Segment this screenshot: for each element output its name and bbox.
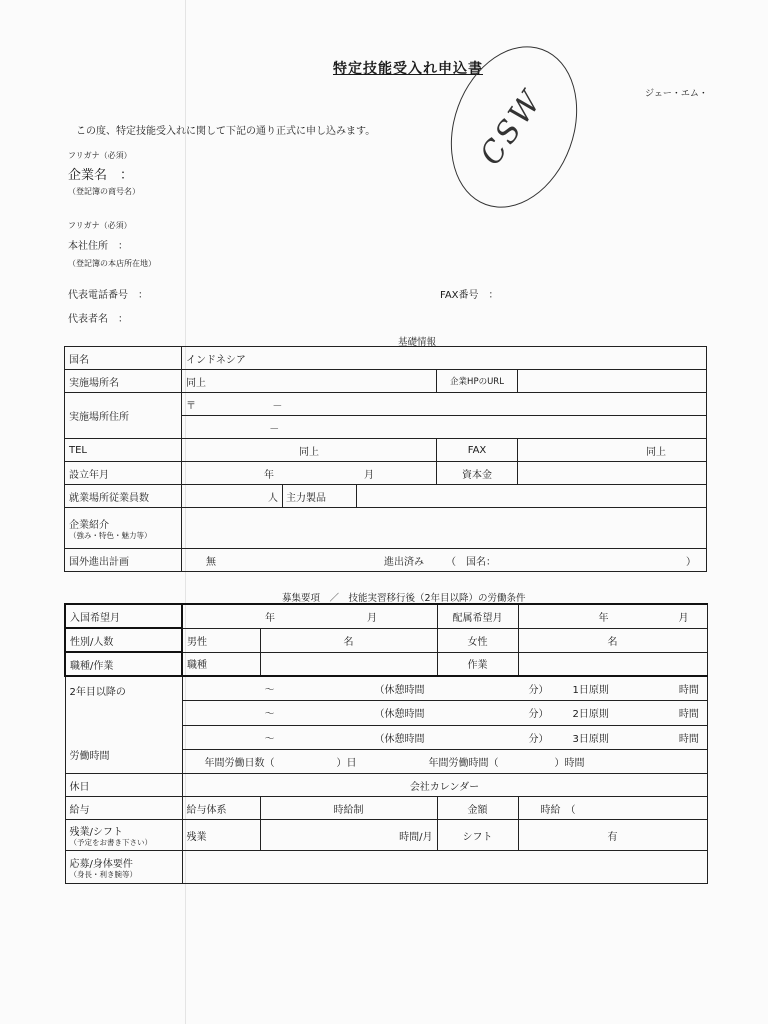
shift-1-tilde: ～ <box>264 685 275 697</box>
female-count[interactable] <box>518 628 707 652</box>
gender-count-label: 性別/人数 <box>65 628 182 652</box>
fax-number-label: FAX番号 ： <box>440 290 499 301</box>
table-row <box>65 628 707 652</box>
overtime-value[interactable] <box>260 820 437 851</box>
employees-unit: 人 <box>268 492 278 504</box>
shift-2-tilde: ～ <box>264 709 275 721</box>
table-row <box>65 439 707 462</box>
table-row <box>65 393 707 416</box>
overseas-plan-label: 国外進出計画 <box>65 549 182 572</box>
founded-label: 設立年月 <box>65 462 182 485</box>
assign-month-unit: 月 <box>678 612 689 624</box>
employees-label: 就業場所従業員数 <box>65 485 182 508</box>
employees-product-cell <box>182 485 707 508</box>
address-dash: － <box>269 423 280 435</box>
female-label: 女性 <box>437 628 518 652</box>
shift-1-break: （休憩時間 <box>374 685 425 697</box>
postal-dash: － <box>272 400 283 412</box>
shift-1-minutes: 分） <box>528 685 549 697</box>
company-intro-note: （強み・特色・魅力等） <box>69 530 152 540</box>
requirements-note: （身長・利き腕等） <box>69 869 137 879</box>
table-row <box>65 774 707 797</box>
site-address-line2[interactable] <box>182 416 707 439</box>
shift-label: シフト <box>437 820 518 851</box>
shift-1-hours: 時間 <box>678 685 699 697</box>
salary-system-label: 給与体系 <box>182 797 260 820</box>
male-count[interactable] <box>260 628 437 652</box>
work-value[interactable] <box>518 652 707 676</box>
amount-value[interactable] <box>518 797 707 820</box>
site-address-line1[interactable] <box>182 393 707 416</box>
handwritten-stamp-text: CSW <box>473 83 550 172</box>
requirements-title: 応募/身体要件 <box>69 858 133 870</box>
product-label: 主力製品 <box>283 485 357 507</box>
site-name-value[interactable]: 同上 <box>182 370 437 393</box>
annual-days-label: 年間労働日数（ <box>204 757 275 769</box>
overseas-none: 無 <box>206 556 216 568</box>
shift-3-tilde: ～ <box>264 733 275 745</box>
working-hours-label <box>65 676 182 774</box>
assign-year-unit: 年 <box>598 612 609 624</box>
country-label: 国名 <box>65 347 182 370</box>
employees-product-subtable <box>182 485 706 507</box>
shift-3-rule: 3日原則 <box>572 733 609 745</box>
entry-year-unit: 年 <box>265 612 275 624</box>
salary-system-value[interactable]: 時給制 <box>260 797 437 820</box>
holiday-value[interactable]: 会社カレンダー <box>182 774 707 797</box>
representative-name-label: 代表者名 ： <box>68 314 128 325</box>
amount-value-text: 時給 （ <box>540 804 576 816</box>
overtime-shift-label <box>65 820 182 851</box>
tel-value[interactable]: 同上 <box>182 439 437 462</box>
capital-value[interactable] <box>518 462 707 485</box>
overtime-label: 残業 <box>182 820 260 851</box>
basic-info-heading: 基礎情報 <box>398 337 437 348</box>
shift-1-row[interactable] <box>182 676 707 701</box>
recruit-heading: 募集要項 ／ 技能実習移行後（2年目以降）の労働条件 <box>282 593 526 604</box>
table-row <box>65 549 707 572</box>
shift-3-minutes: 分） <box>528 733 549 745</box>
shift-3-break: （休憩時間 <box>374 733 425 745</box>
entry-month-value[interactable] <box>182 604 437 628</box>
furigana-required-1: フリガナ（必須） <box>68 151 132 160</box>
overseas-country-close: ） <box>686 556 696 568</box>
capital-label: 資本金 <box>437 462 518 485</box>
shift-value[interactable]: 有 <box>518 820 707 851</box>
table-row <box>65 370 707 393</box>
company-intro-title: 企業紹介 <box>69 519 109 531</box>
hp-url-value[interactable] <box>518 370 707 393</box>
table-row <box>65 462 707 485</box>
table-row <box>65 820 707 851</box>
fax-value[interactable]: 同上 <box>518 439 707 462</box>
requirements-value[interactable] <box>182 851 707 884</box>
employees-value[interactable] <box>182 485 283 507</box>
shift-2-break: （休憩時間 <box>374 709 425 721</box>
phone-number-label: 代表電話番号 ： <box>68 290 148 301</box>
assign-month-value[interactable] <box>518 604 707 628</box>
document-title: 特定技能受入れ申込書 <box>333 61 483 77</box>
site-name-label: 実施場所名 <box>65 370 182 393</box>
shift-3-hours: 時間 <box>678 733 699 745</box>
shift-3-row[interactable] <box>182 725 707 749</box>
male-label: 男性 <box>182 628 260 652</box>
overtime-shift-note: （予定をお書き下さい） <box>69 837 152 847</box>
holiday-label: 休日 <box>65 774 182 797</box>
work-label: 作業 <box>437 652 518 676</box>
shift-2-minutes: 分） <box>528 709 549 721</box>
overtime-unit: 時間/月 <box>399 831 433 843</box>
head-office-address-label: 本社住所 ： <box>68 241 128 252</box>
shift-2-row[interactable] <box>182 701 707 725</box>
table-row <box>65 851 707 884</box>
working-hours-label-1: 2年目以降の <box>69 687 126 698</box>
annual-row[interactable] <box>182 749 707 773</box>
table-row <box>65 347 707 370</box>
table-row <box>65 604 707 628</box>
basic-info-table <box>64 346 707 572</box>
company-name-label: 企業名 ： <box>68 168 134 183</box>
table-row <box>65 508 707 549</box>
overseas-country-open: （ 国名： <box>446 556 496 568</box>
table-row <box>65 485 707 508</box>
annual-days-end: ）日 <box>336 757 357 769</box>
male-count-unit: 名 <box>343 636 354 648</box>
amount-label: 金額 <box>437 797 518 820</box>
annual-hours-end: ）時間 <box>554 757 585 769</box>
annual-hours-label: 年間労働時間（ <box>428 757 499 769</box>
company-intro-label <box>65 508 182 549</box>
fax-label: FAX <box>437 439 518 462</box>
site-address-label: 実施場所住所 <box>65 393 182 439</box>
overtime-shift-title: 残業/シフト <box>69 826 123 838</box>
country-value[interactable]: インドネシア <box>182 347 707 370</box>
product-value[interactable] <box>357 485 707 507</box>
company-name-note: （登記簿の商号名） <box>68 187 140 196</box>
assign-month-label: 配属希望月 <box>437 604 518 628</box>
entry-month-unit: 月 <box>367 612 377 624</box>
job-work-label: 職種/作業 <box>65 652 182 676</box>
tel-label: TEL <box>65 439 182 462</box>
shift-1-rule: 1日原則 <box>572 685 609 697</box>
head-office-address-note: （登記簿の本店所在地） <box>68 259 156 268</box>
working-hours-label-2: 労働時間 <box>69 751 110 762</box>
corner-company-text: ジェー・エム・ <box>645 89 708 99</box>
shift-2-hours: 時間 <box>678 709 699 721</box>
overseas-plan-value[interactable] <box>182 549 707 572</box>
entry-month-label: 入国希望月 <box>65 604 182 628</box>
table-row <box>65 676 707 701</box>
requirements-label <box>65 851 182 884</box>
furigana-required-2: フリガナ（必須） <box>68 221 132 230</box>
job-type-value[interactable] <box>260 652 437 676</box>
hp-url-label: 企業HPのURL <box>437 370 518 393</box>
company-intro-value[interactable] <box>182 508 707 549</box>
recruit-table <box>64 603 708 884</box>
salary-label: 給与 <box>65 797 182 820</box>
shift-2-rule: 2日原則 <box>572 709 609 721</box>
table-row <box>65 652 707 676</box>
overseas-done: 進出済み <box>384 556 424 568</box>
table-row <box>65 797 707 820</box>
founded-month-unit: 月 <box>364 469 374 481</box>
female-count-unit: 名 <box>607 636 618 648</box>
founded-value[interactable] <box>182 462 437 485</box>
founded-year-unit: 年 <box>264 469 274 481</box>
intro-text: この度、特定技能受入れに関して下記の通り正式に申し込みます。 <box>76 126 376 137</box>
job-type-label: 職種 <box>182 652 260 676</box>
postal-mark: 〒 <box>186 400 196 412</box>
